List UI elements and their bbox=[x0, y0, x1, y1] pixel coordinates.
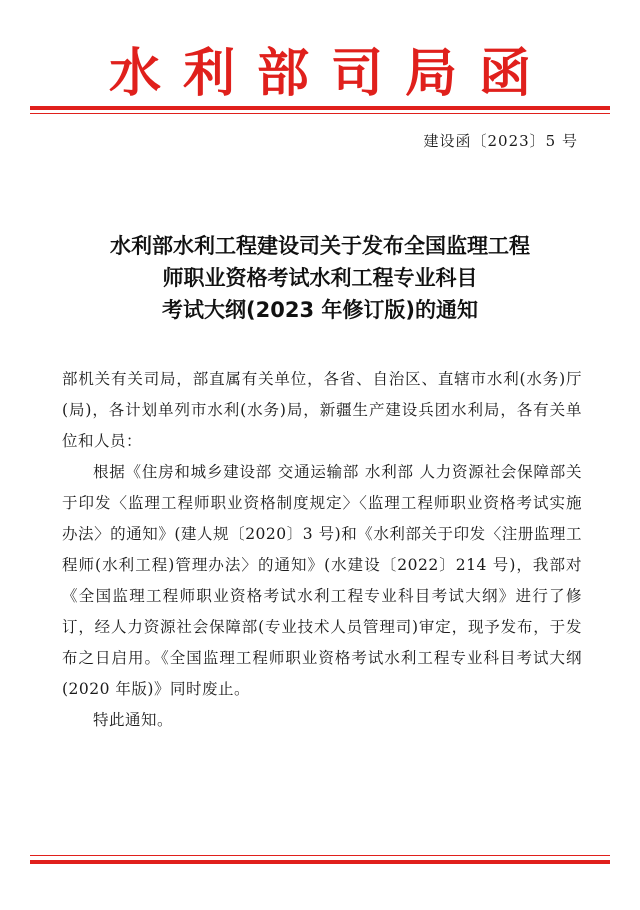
footer-rule-thick bbox=[30, 860, 610, 864]
masthead-rule-thick bbox=[30, 106, 610, 110]
masthead-rule-thin bbox=[30, 113, 610, 114]
letter-body bbox=[62, 364, 582, 736]
main-paragraph: 根据《住房和城乡建设部 交通运输部 水利部 人力资源社会保障部关于印发〈监理工程师职业资格制度规定〉〈监理工程师职业资格考试实施办法〉的通知》(建人规〔2020〕3 号)和《水利部关于印发〈注册监理工程师(水利工程)管理办法〉的通知》(水建设〔2022〕214 号)，我部对《全国监理工程师职业资格考试水利工程专业科目考试大纲》进行了修订，经人力资源社会保障部(专业技术人员管理司)审定，现予发布，于发布之日启用。《全国监理工程师职业资格考试水利工程专业科目考试大纲(2020 年版)》同时废止。 bbox=[62, 463, 582, 698]
closing-paragraph: 特此通知。 bbox=[93, 711, 174, 729]
title-line-2: 师职业资格考试水利工程专业科目 bbox=[162, 266, 478, 290]
footer-rule-thin bbox=[30, 855, 610, 856]
addressee-paragraph: 部机关有关司局，部直属有关单位，各省、自治区、直辖市水利(水务)厅(局)，各计划单列市水利(水务)局，新疆生产建设兵团水利局，各有关单位和人员： bbox=[62, 370, 582, 450]
title-line-1: 水利部水利工程建设司关于发布全国监理工程 bbox=[110, 234, 530, 258]
masthead-title: 水利部司局函 bbox=[108, 44, 553, 104]
document-number: 建设函〔2023〕5 号 bbox=[423, 132, 578, 150]
title-line-3: 考试大纲(2023 年修订版)的通知 bbox=[162, 298, 478, 322]
